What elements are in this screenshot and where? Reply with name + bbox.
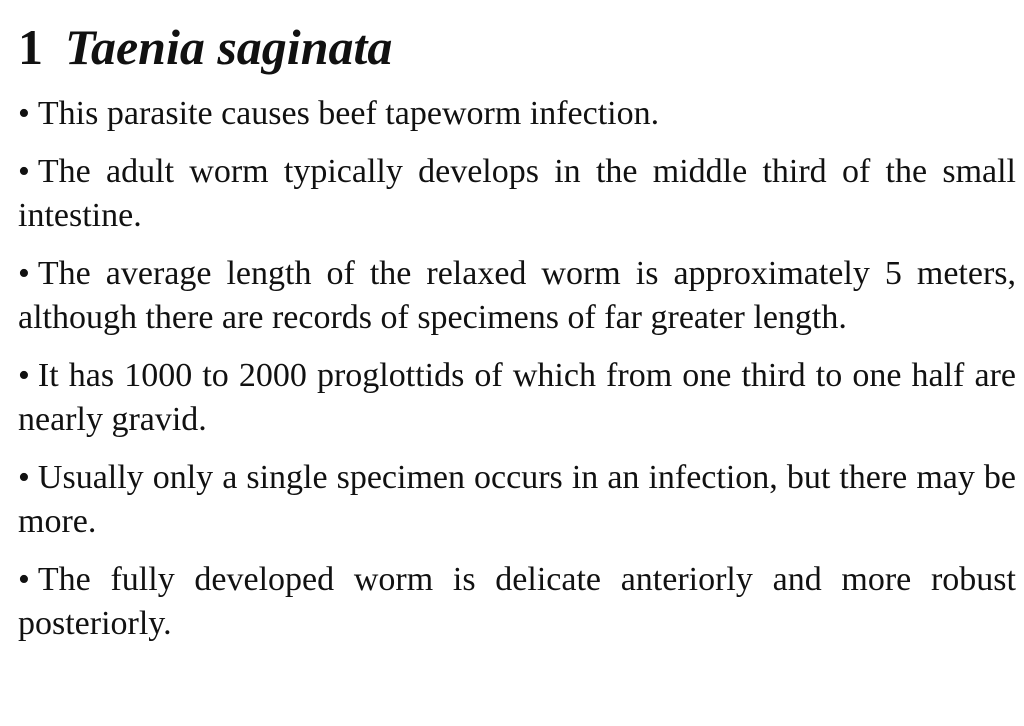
bullet-item	[18, 252, 1016, 340]
bullet-item	[18, 150, 1016, 238]
bullet-text: The average length of the relaxed worm is approximately 5 meters, although there are records of specimens of far greater length.	[18, 255, 1016, 336]
section-heading	[18, 18, 1016, 76]
bullet-text: Usually only a single specimen occurs in an infection, but there may be more.	[18, 459, 1016, 540]
bullet-item	[18, 354, 1016, 442]
document-page	[18, 18, 1016, 660]
bullet-icon: •	[18, 357, 30, 394]
bullet-list	[18, 92, 1016, 646]
bullet-item	[18, 456, 1016, 544]
bullet-icon: •	[18, 153, 30, 190]
bullet-icon: •	[18, 255, 30, 292]
section-number: 1	[18, 19, 43, 75]
bullet-text: The adult worm typically develops in the middle third of the small intestine.	[18, 153, 1016, 234]
bullet-item	[18, 558, 1016, 646]
bullet-text: The fully developed worm is delicate anteriorly and more robust posteriorly.	[18, 561, 1016, 642]
bullet-icon: •	[18, 95, 30, 132]
bullet-icon: •	[18, 561, 30, 598]
bullet-text: It has 1000 to 2000 proglottids of which from one third to one half are nearly gravid.	[18, 357, 1016, 438]
section-title: Taenia saginata	[65, 19, 393, 75]
bullet-item	[18, 92, 1016, 136]
bullet-icon: •	[18, 459, 30, 496]
bullet-text: This parasite causes beef tapeworm infection.	[37, 95, 660, 132]
